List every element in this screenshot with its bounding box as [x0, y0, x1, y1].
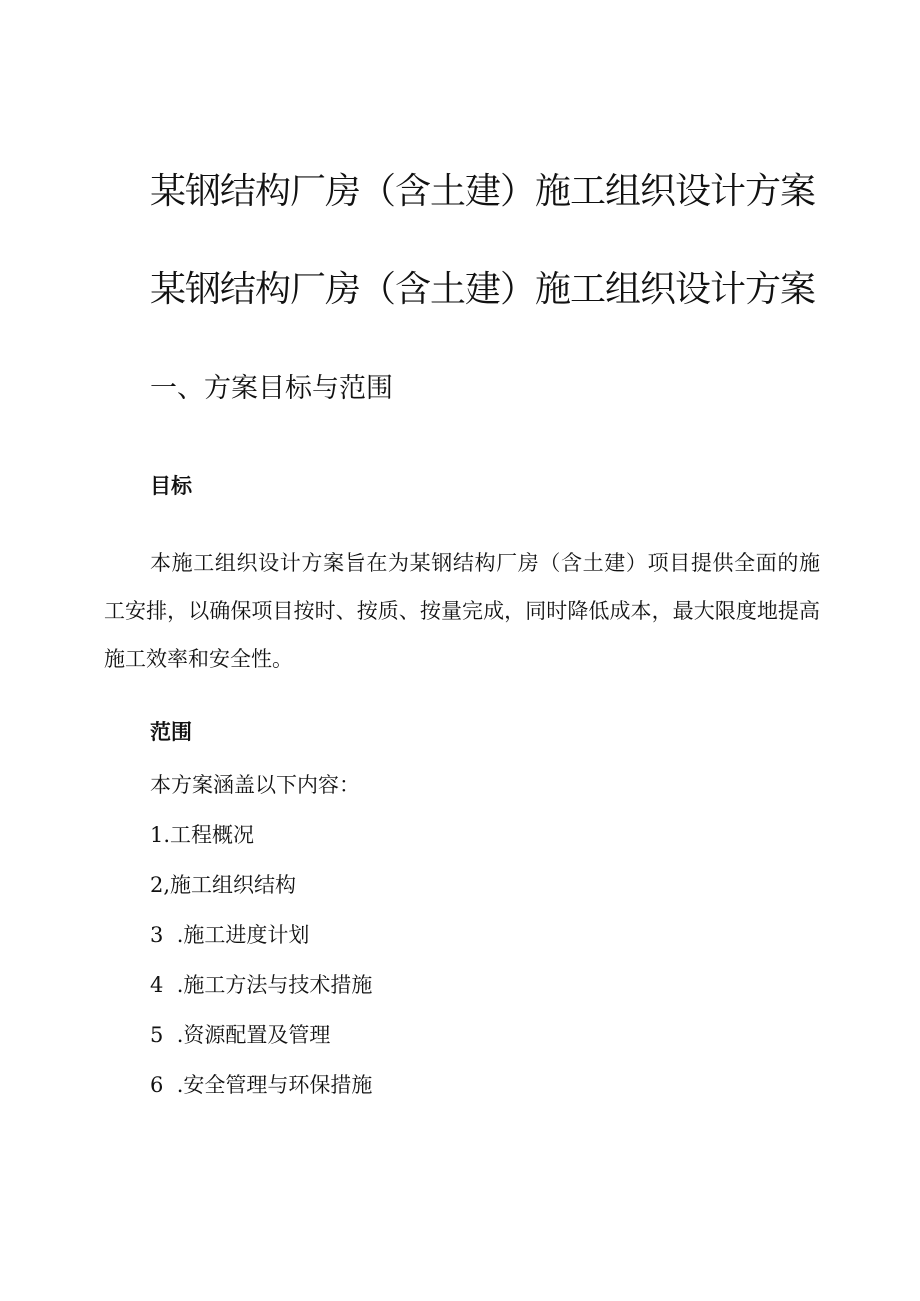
- scope-intro: 本方案涵盖以下内容：: [150, 773, 360, 797]
- list-item: 1.工程概况: [150, 823, 255, 847]
- goal-heading: 目标: [150, 474, 192, 498]
- list-item: 3 .施工进度计划: [150, 923, 310, 947]
- goal-paragraph: 本施工组织设计方案旨在为某钢结构厂房（含土建）项目提供全面的施工安排，以确保项目按时、按质、按量完成，同时降低成本，最大限度地提高施工效率和安全性。: [104, 551, 820, 671]
- list-item: 2,施工组织结构: [150, 873, 297, 897]
- list-item: 4 .施工方法与技术措施: [150, 973, 373, 997]
- list-item: 5 .资源配置及管理: [150, 1023, 331, 1047]
- list-item: 6 .安全管理与环保措施: [150, 1073, 373, 1097]
- scope-list: [150, 818, 372, 1118]
- document-title-repeat: 某钢结构厂房（含土建）施工组织设计方案: [150, 269, 816, 310]
- section-heading: 一、方案目标与范围: [150, 373, 393, 404]
- scope-heading: 范围: [150, 720, 192, 744]
- document-title: 某钢结构厂房（含土建）施工组织设计方案: [150, 171, 816, 212]
